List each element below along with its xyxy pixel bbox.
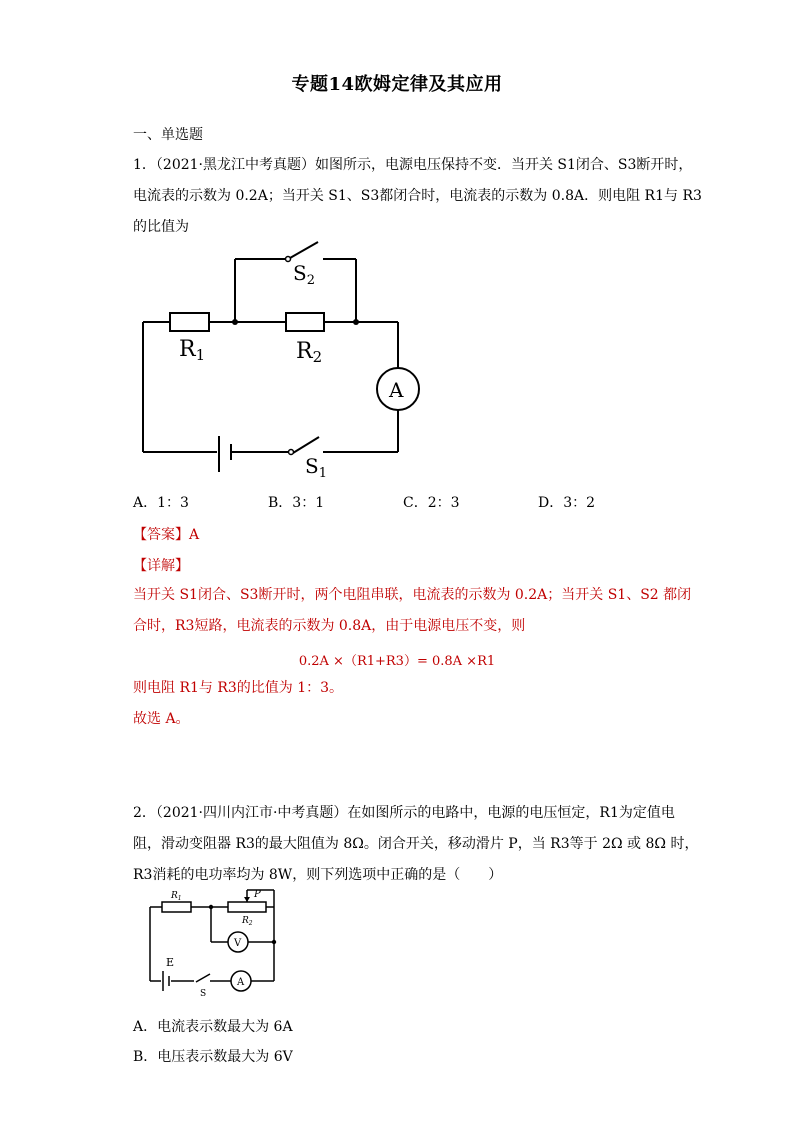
detail-formula: 0.2A ×（R1+R3）= 0.8A ×R1: [298, 654, 496, 669]
question-2-line-2: 阻，滑动变阻器 R3的最大阻值为 8Ω。闭合开关，移动滑片 P，当 R3等于 2Ω 或 8Ω 时，: [133, 836, 699, 852]
answer-label: 【答案】: [133, 527, 189, 543]
detail-line-2: 合时，R3短路，电流表的示数为 0.8A，由于电源电压不变，则: [133, 618, 526, 634]
detail-conclusion: [133, 673, 673, 735]
section-heading: 一、单选题: [133, 127, 203, 143]
detail-text: [133, 580, 692, 642]
question-1-options: [133, 492, 673, 512]
ammeter-label: A: [237, 977, 245, 988]
question-1-line-2: 电流表的示数为 0.2A；当开关 S1、S3都闭合时，电流表的示数为 0.8A．则电阻 R1与 R3: [133, 188, 702, 204]
answer-row: [133, 524, 199, 544]
switch-s2-label: $S_2$: [293, 261, 315, 288]
slider-p-label: P: [254, 889, 261, 900]
battery-e-label: E: [166, 956, 175, 969]
question-1-circuit-figure: [133, 232, 423, 484]
answer-value: A: [189, 527, 200, 543]
detail-line-4: 故选 A。: [133, 711, 190, 727]
voltmeter-label: V: [234, 938, 242, 949]
option-a: A．1：3: [133, 495, 189, 511]
question-2-circuit-figure: [138, 882, 288, 1002]
question-1-line-3: 的比值为: [133, 219, 189, 235]
switch-s1-label: $S_1$: [305, 454, 327, 481]
question-1-stem: [133, 150, 702, 243]
question-2-line-3: R3消耗的电功率均为 8W，则下列选项中正确的是（ ）: [133, 867, 503, 883]
question-1-line-1: 1．（2021·黑龙江中考真题）如图所示，电源电压保持不变．当开关 S1闭合、S3断开时，: [133, 157, 693, 173]
detail-line-3: 则电阻 R1与 R3的比值为 1：3。: [133, 680, 344, 696]
question-2-stem: [133, 798, 699, 891]
detail-label: 【详解】: [133, 558, 189, 574]
option-b: B．3：1: [268, 495, 325, 511]
r2-label: $R_2$: [242, 916, 253, 927]
resistor-r1-label: R1: [179, 337, 206, 364]
ammeter-label: A: [389, 378, 404, 402]
switch-s-label: S: [200, 989, 207, 999]
question-2-line-1: 2．（2021·四川内江市·中考真题）在如图所示的电路中，电源的电压恒定，R1为定值电: [133, 805, 675, 821]
option-c: C．2：3: [403, 495, 460, 511]
page-title: 专题14欧姆定律及其应用: [291, 74, 503, 95]
resistor-r2-label: R2: [296, 339, 323, 366]
option-d: D．3：2: [538, 495, 596, 511]
r1-label: $R_1$: [171, 891, 182, 902]
question-2-option-b: B．电压表示数最大为 6V: [133, 1049, 293, 1065]
question-2-option-a: A．电流表示数最大为 6A: [133, 1019, 293, 1035]
detail-line-1: 当开关 S1闭合、S3断开时，两个电阻串联，电流表的示数为 0.2A；当开关 S1、S2 都闭: [133, 587, 692, 603]
